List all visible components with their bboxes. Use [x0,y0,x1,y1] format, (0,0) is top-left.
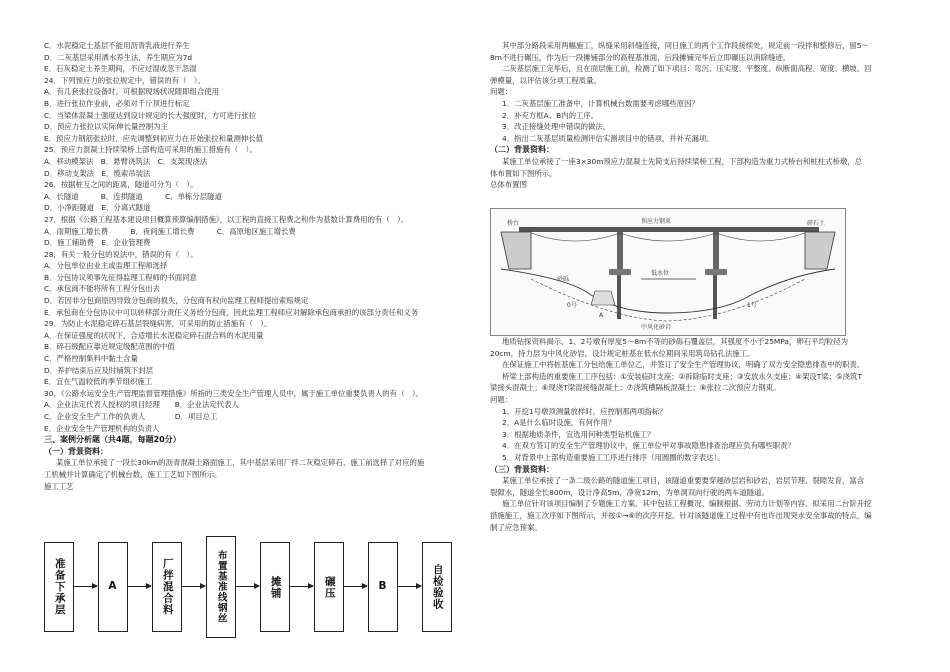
label-rock: 砂砾 [557,276,570,283]
question-line: A．企业法定代表人授权的项目经理 B．企业法定代表人 [44,400,239,410]
question-line: D．施工辅助费 E．企业管理费 [44,238,151,248]
question-line: C．承包商不能将所有工程分包出去 [44,284,161,294]
pile-left [617,275,621,319]
case-two-line: 1．开挖1号墩顶测量放样时，应控制那两项指标？ [502,406,667,416]
case-two-line: 在保证施工中将桩基施工分包给施工单位乙，并签订了安全生产管理协议，明确了双方安全隐患排查中的职责。 [502,360,865,370]
question-line: A．在保证强度的状况下，合适增长水泥稳定碎石混合料的水泥用量 [44,330,264,340]
question-line: 27．根据《公路工程基本建设项目概算预算编制措施》，以工程的直接工程费之和作为基数计算费用的有（ ）。 [44,214,409,224]
question-line: 28．有关一般分包的说法中，错误的有（ ）。 [44,249,198,259]
abutment-left [501,232,531,269]
question-line: C．企业安全生产工作的负责人 D．项目总工 [44,412,218,421]
case-two-line: 问题： [490,394,513,404]
pier-left [617,232,623,270]
question-line: D．养护结束后应及时铺筑下封层 [44,365,154,375]
question-line: D．移动支架法 E．缆索吊装法 [44,168,151,178]
question-line: A．移动模架法 B．悬臂浇筑法 C．支架现浇法 [44,156,208,166]
case-two-continued [490,336,915,464]
case-one-line: 弹模量，以评估该分项工程质量。 [490,75,601,85]
case-one-line: 3．改正接缝处理中错误的做法。 [502,122,611,132]
tendon-2 [620,233,716,241]
question-line: B．碎石级配应靠近规定级配范围的中值 [44,342,175,352]
case-three-line: 施工单位针对该项目编制了专题施工方案，其中包括工程概况、编制根据、劳动力计划等内容。拟采用二台阶开挖 [502,499,872,509]
question-line: B．分包协议须事先征得监理工程师的书面同意 [44,272,197,282]
bridge-drawing [491,209,845,335]
abutment-right [805,232,835,269]
question-line: 24．下列预应力的张拉规定中，错误的有（ ）。 [44,75,205,85]
question-line: A．长隧道 B．连拱隧道 C．单栋分层隧道 [44,191,222,201]
question-line: 25．预应力混凝土持续梁桥上部构造可采用的施工措施有（ ）。 [44,145,257,155]
question-line: D．预应力张拉以实际伸长量控制为主 [44,122,168,132]
flow-step-paving: 摊铺 [260,542,290,632]
case-one-text-2: 工机械并计算确定了机械台数，施工工艺如下图所示。 [44,469,222,479]
case-two-line: 3．根据地质条件，宜选用何种类型钻机施工？ [502,429,655,439]
case-two-line: 20cm，持力层为中风化砂岩。设计规定桩基在低水位期间采用筑岛钻孔法施工。 [490,348,755,358]
case-three-line: 措施施工，施工次序如下图所示，并按①→⑥的次序开挖。针对该隧道施工过程中有也许出现突水安全事故的特点，编 [490,510,872,520]
flow-arrow [181,586,205,587]
tendon-1 [531,233,620,241]
label-girder: 预应力钢束 [641,218,672,225]
flow-arrow [73,586,97,587]
flow-step-rolling: 碾压 [314,542,344,632]
flow-arrow [127,586,151,587]
right-column-top [490,40,915,191]
case-one-line: 8m不进行碾压，作为后一段摊铺部分的高程基准面，后段摊铺完毕后立即碾压以消除缝迹。 [490,52,791,62]
label-embankment: 桥台 [507,220,520,227]
construction-flow-diagram [44,532,469,642]
question-line: C．水泥稳定土基层不能用沥青乳液进行养生 [44,41,190,50]
tendon-3 [716,233,805,241]
flow-step-b: B [368,542,398,632]
question-line: D．二灰基层采用洒水养生法，养生期应为7d [44,52,193,62]
island-a [591,291,615,305]
question-line: 29．为防止水泥稳定碎石基层裂缝病害，可采用的防止措施有（ ）。 [44,319,272,329]
case-one-line: 4．指出二灰基层质量检测评估实测项目中的错项，并补充漏项。 [502,133,714,143]
question-line: A．有几套张拉设备时，可根据现场状况随即组合使用 [44,87,220,97]
flow-arrow [235,586,259,587]
pile-right [713,275,717,319]
case-three-line: 制了应急预案。 [490,522,542,532]
flow-step-prepare: 准备下承层 [44,542,74,632]
case-two-line: 2．A是什么临时设施，有何作用？ [502,418,616,428]
label-gravel: 中风化砂岩 [641,324,672,331]
pier-cap-left [609,269,631,275]
flow-arrow [397,586,421,587]
left-question-list [44,40,469,434]
section-three-title: 三、案例分析题（共4题，每题20分） [44,435,181,445]
left-column [44,40,469,492]
flow-arrow [343,586,367,587]
case-two-line: 桥梁上部构造的重要施工工序包括：①安装临时支座；②拆除临时支座；③安放永久支座；④架设T梁；⑤浇筑T [502,371,862,381]
question-line: D．小净距隧道 E．分离式隧道 [44,203,151,213]
case-two-line: 5．对背景中上部构造重要施工工序进行排序（用圆圈的数字表达）。 [502,452,725,462]
question-line: E．石灰稳定土养生期间，不应过湿或忽干忽湿 [44,64,197,74]
flow-arrow [289,586,313,587]
flow-caption: 施工工艺 [44,481,74,491]
question-line: E．预应力钢筋张拉时，应先调整到初应力在开始张拉和量测伸长值 [44,133,264,143]
case-one-continued [490,40,915,144]
flow-step-baseline: 布置基准线钢丝 [206,536,236,638]
flow-step-inspect: 自检验收 [422,542,452,632]
case-two-line: 地质钻探资料揭示，1、2号墩有厚度5～8m不等的砂砾石覆盖层，其强度不小于25MPa，卵石平均粒径为 [502,337,849,346]
case-two-line: 4．在双方签订的安全生产管理协议中，施工单位甲对事故隐患排查治理应负有哪些职责？ [502,441,795,451]
case-one-line: 1．二灰基层施工准备中，计算机械台数需要考虑哪些原因？ [502,98,699,108]
case-two-heading: （二）背景资料： [490,145,554,155]
question-line: D．若因非分包商原因导致分包商的损失，分包商有权向监理工程师提出索赔规定 [44,296,309,306]
label-water-level: 低水位 [651,270,670,277]
question-line: E．企业安全生产管理机构的负责人 [44,423,160,433]
case-two-text-1: 某施工单位承接了一座3×30m预应力混凝土先简支后持续梁桥工程，下部构造为重力式桥台和桩柱式桥墩，总 [502,156,863,166]
question-line: A．雨期施工增长费 B．夜间施工增长费 C．高原地区施工增长费 [44,226,296,236]
label-bridge: 碎石土 [807,220,826,227]
question-line: 26．按据桩互之间的距离，隧道可分为（ ）。 [44,180,198,190]
case-one-line: 二灰基层施工完毕后，且在面层施工前，检测了如下项目：弯沉、压实度、平整度、纵断面高程、宽度、横坡、回 [502,64,872,74]
case-three-heading: （三）背景资料： [490,464,554,474]
bridge-layout-diagram [490,208,846,336]
bridge-deck [519,227,819,232]
question-line: E．承包商在分包协议中可以转移部分责任义务给分包商，因此监理工程师应对解除承包商承担的该部分责任和义务 [44,307,419,317]
question-line: A．分包单位由业主或监理工程师选择 [44,261,168,271]
label-pier-one: 1号 [747,302,757,309]
case-two-line: 梁接头混凝土；⑥现浇T梁湿接缝混凝土；⑦浇筑横隔板混凝土；⑧张拉二次预应力钢束。 [490,383,781,393]
case-one-line: 其中部分路段采用两幅施工，纵缝采用斜缝连接，同日施工的两个工作段接续处，规定前一段拌和整修后，留5～ [502,41,869,50]
diagram-caption: 总体布置图 [490,180,527,190]
case-one-heading: （一）背景资料： [44,446,108,456]
question-line: E．宜在气温较低的季节组织施工 [44,377,153,387]
question-line: C．当梁体混凝土强度达到设计规定的长大强度时，方可进行张拉 [44,110,257,120]
pier-right [713,232,719,270]
case-one-text-1: 某施工单位承接了一段长30km的沥青混凝土路面施工，其中基层采用厂拌二灰稳定碎石，施工前选择了对应的施 [56,458,425,468]
question-line: C．严格控制集料中黏土含量 [44,354,138,364]
right-column-bottom [490,336,915,533]
label-pier-zero: 0号 [567,302,577,309]
case-one-line: 2．补充方框A、B内的工序。 [502,110,599,120]
label-marker-a: A [599,312,604,319]
case-three-line: 某施工单位承接了一条二级公路的隧道施工项目，该隧道重要要穿越砂层岩和砂岩，岩层节理、裂隙发育，富含 [502,476,865,486]
flow-step-mix: 厂拌混合料 [152,542,182,632]
case-three-text [490,475,915,533]
case-one-line: 问题： [490,87,513,97]
flow-step-a: A [98,542,128,632]
case-two-text-2: 体布置如下图所示。 [490,168,557,178]
case-three-line: 裂隙水，隧道全长800m，设计净高5m，净宽12m，为单洞双向行驶的两车道隧道。 [490,487,769,497]
pier-cap-right [705,269,727,275]
question-line: 30．《公路水运安全生产管理监督管理措施》所指的三类安全生产管理人员中，属于施工单位重要负责人的有（ ）。 [44,388,423,398]
question-line: B．进行张拉作业前，必须对千斤顶进行标定 [44,98,190,108]
